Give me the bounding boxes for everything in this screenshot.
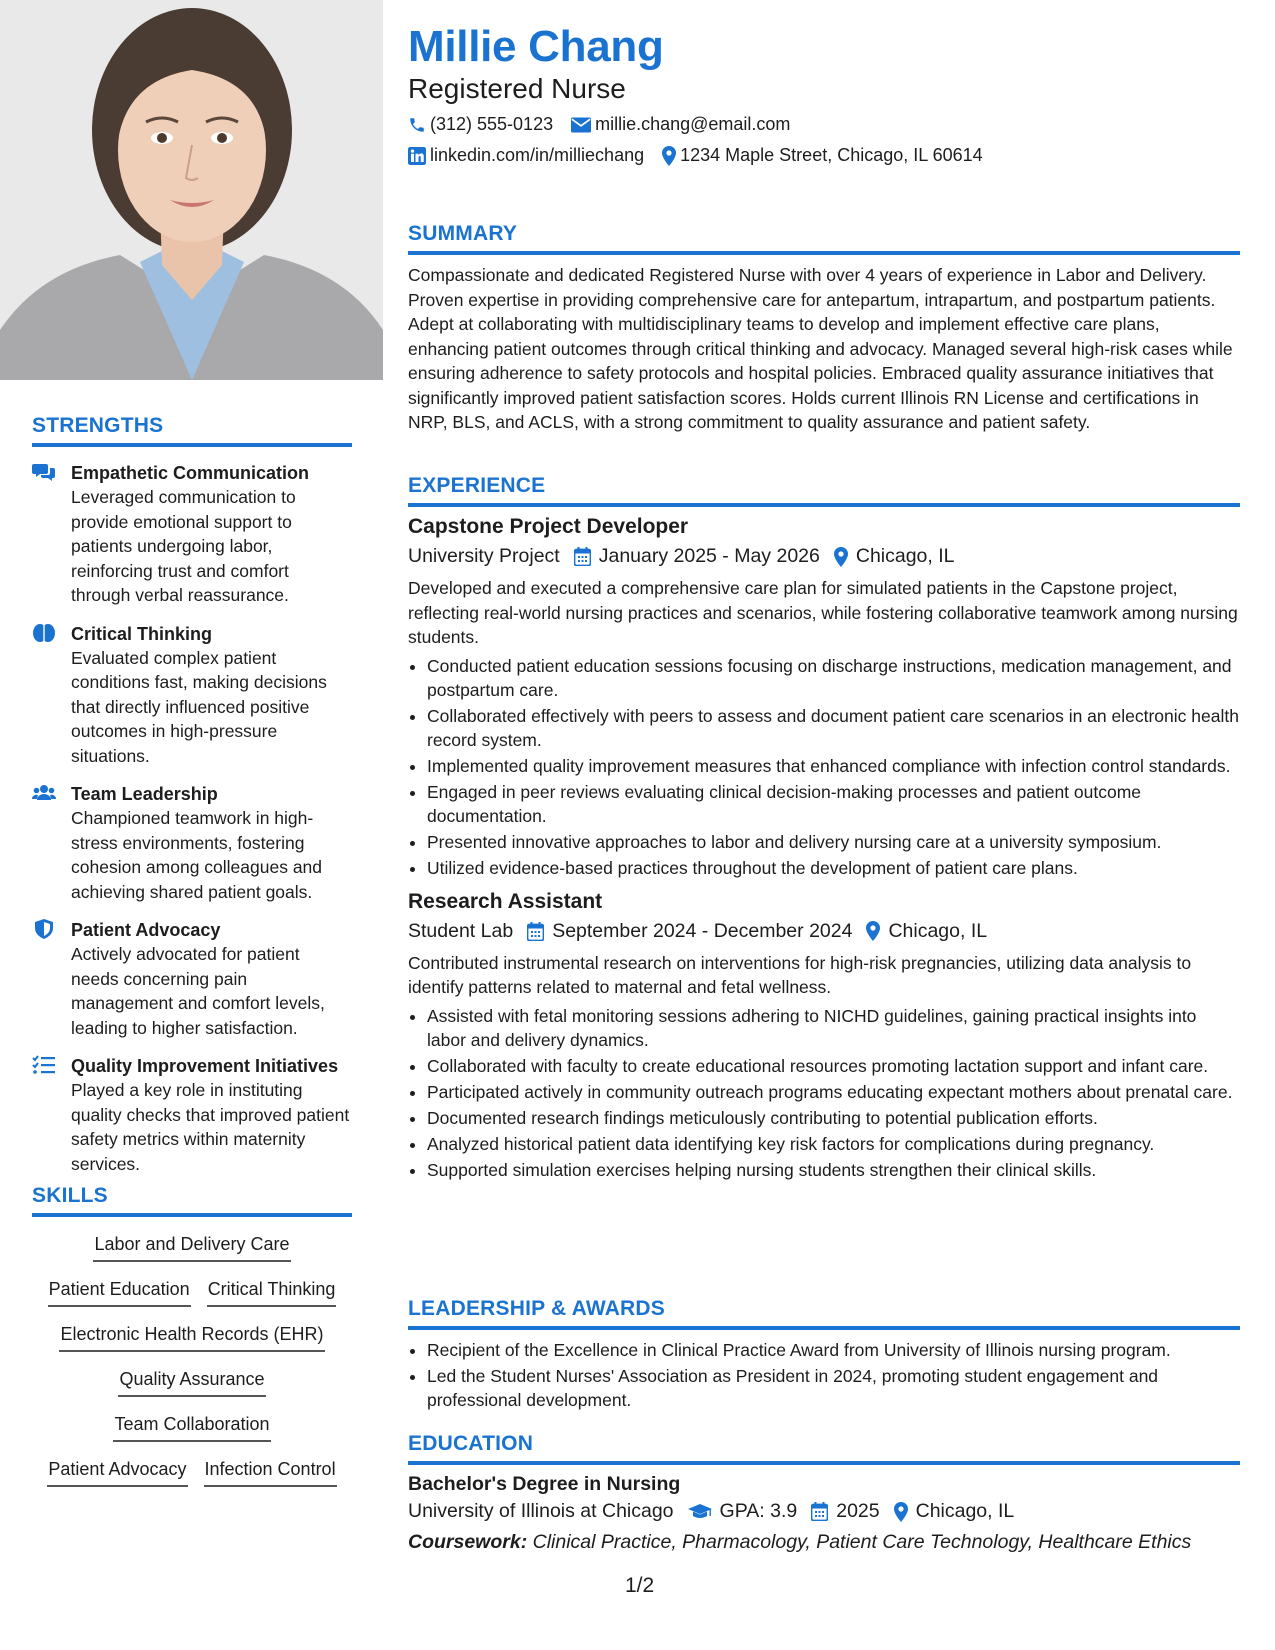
experience-section: [408, 474, 1240, 1184]
education-meta: [408, 1500, 1240, 1523]
candidate-name: Millie Chang: [408, 22, 664, 71]
skill-tag: Critical Thinking: [207, 1276, 337, 1307]
strength-text: Championed teamwork in high-stress environments, fostering cohesion among colleagues and achieving shared patient goals.: [71, 808, 323, 902]
phone-icon: [408, 116, 426, 134]
job-title: Research Assistant: [408, 889, 603, 913]
job-bullets: [408, 1004, 1240, 1182]
phone-text: (312) 555-0123: [430, 114, 554, 134]
job-location-text: Chicago, IL: [888, 919, 988, 942]
skill-tag: Infection Control: [204, 1456, 337, 1487]
skills-list: [32, 1231, 352, 1487]
job-entry: [408, 515, 1240, 880]
school-location: [894, 1500, 1015, 1523]
skill-tag: Patient Advocacy: [47, 1456, 187, 1487]
strengths-section: [32, 414, 352, 1176]
strength-item: [32, 1054, 352, 1176]
coursework-label: Coursework:: [408, 1531, 528, 1553]
email-text: millie.chang@email.com: [595, 114, 791, 134]
profile-photo: [0, 0, 383, 380]
gpa-text: GPA: 3.9: [719, 1500, 798, 1522]
skill-tag: Labor and Delivery Care: [93, 1231, 290, 1262]
list-item: • Conducted patient education sessions focusing on discharge instructions, medication management, and postpartum care.: [427, 654, 1240, 702]
school-location-text: Chicago, IL: [915, 1500, 1015, 1522]
job-dates: [527, 920, 852, 943]
contact-row-1: [408, 114, 808, 135]
email-contact[interactable]: [571, 114, 790, 135]
users-icon: [32, 783, 56, 803]
awards-heading: LEADERSHIP & AWARDS: [408, 1297, 1240, 1330]
list-item: • Documented research findings meticulously contributing to potential publication efforts.: [427, 1106, 1240, 1130]
job-meta: [408, 545, 1240, 568]
strength-text: Leveraged communication to provide emotional support to patients undergoing labor, reinforcing trust and comfort through verbal reassurance.: [71, 487, 296, 605]
job-title: Capstone Project Developer: [408, 515, 689, 538]
job-dates-text: September 2024 - December 2024: [552, 919, 853, 942]
skill-tag: Team Collaboration: [113, 1411, 270, 1442]
skills-section: [32, 1184, 352, 1487]
list-item: • Engaged in peer reviews evaluating clinical decision-making processes and patient outcome documentation.: [427, 780, 1240, 828]
experience-heading: EXPERIENCE: [408, 474, 1240, 507]
skill-tag: Electronic Health Records (EHR): [59, 1321, 324, 1352]
grad-year: [811, 1500, 879, 1523]
job-location: [866, 920, 987, 943]
degree-title: Bachelor's Degree in Nursing: [408, 1473, 681, 1495]
calendar-icon: [811, 1502, 828, 1521]
strength-text: Actively advocated for patient needs concerning pain management and comfort levels, leading to higher satisfaction.: [71, 944, 325, 1038]
summary-text: Compassionate and dedicated Registered Nurse with over 4 years of experience in Labor and Delivery. Proven expertise in providing comprehensive care for antepartum, intrapartum, and postpartum patients. Adept at collaborating with multidisciplinary teams to develop and implement effective care plans, enhancing patient outcomes through critical thinking and advocacy. Managed several high-risk cases while ensuring adherence to safety protocols and hospital policies. Embraced quality assurance initiatives that significantly improved patient satisfaction scores. Holds current Illinois RN License and certifications in NRP, BLS, and ACLS, with a strong commitment to quality assurance and patient safety.: [408, 265, 1233, 432]
strength-title: Patient Advocacy: [71, 920, 221, 940]
map-pin-icon: [834, 547, 848, 567]
list-item: • Collaborated effectively with peers to assess and document patient care scenarios in an electronic health record system.: [427, 704, 1240, 752]
calendar-icon: [574, 547, 591, 566]
strength-title: Quality Improvement Initiatives: [71, 1056, 339, 1076]
envelope-icon: [571, 117, 591, 133]
list-item: • Implemented quality improvement measures that enhanced compliance with infection control standards.: [427, 754, 1240, 778]
skill-tag: Patient Education: [48, 1276, 191, 1307]
map-pin-icon: [866, 921, 880, 941]
job-bullets: [408, 654, 1240, 880]
strength-item: [32, 622, 352, 769]
linkedin-icon: [408, 147, 426, 165]
list-item: • Supported simulation exercises helping nursing students strengthen their clinical skills.: [427, 1158, 1240, 1182]
summary-section: [408, 222, 1240, 435]
job-description: Contributed instrumental research on interventions for high-risk pregnancies, utilizing data analysis to identify patterns related to maternal and fetal wellness.: [408, 952, 1192, 997]
candidate-title: Registered Nurse: [408, 73, 626, 104]
map-pin-icon: [662, 146, 676, 166]
job-entry: [408, 890, 1240, 1182]
coursework: [408, 1531, 1240, 1554]
job-description: Developed and executed a comprehensive care plan for simulated patients in the Capstone project, reflecting real-world nursing practices and scenarios, while fostering collaborative teamwork among nursing students.: [408, 578, 1238, 647]
school-name: University of Illinois at Chicago: [408, 1500, 674, 1522]
strength-text: Evaluated complex patient conditions fast, making decisions that directly influenced positive outcomes in high-pressure situations.: [71, 647, 327, 766]
shield-icon: [32, 919, 56, 939]
calendar-icon: [527, 922, 544, 941]
strength-title: Empathetic Communication: [71, 463, 310, 483]
list-item: • Utilized evidence-based practices throughout the development of patient care plans.: [427, 856, 1240, 880]
strength-item: [32, 461, 352, 608]
job-meta: [408, 920, 1240, 943]
skill-tag: Quality Assurance: [118, 1366, 265, 1397]
graduation-cap-icon: [688, 1503, 712, 1521]
grad-year-text: 2025: [836, 1500, 880, 1522]
strength-item: [32, 918, 352, 1040]
strength-title: Critical Thinking: [71, 623, 213, 644]
job-org: University Project: [408, 545, 560, 567]
list-item: • Analyzed historical patient data identifying key risk factors for complications during pregnancy.: [427, 1132, 1240, 1156]
job-location: [834, 545, 955, 568]
linkedin-text: linkedin.com/in/milliechang: [430, 145, 645, 165]
awards-bullets: [408, 1338, 1240, 1412]
gpa: [688, 1500, 798, 1523]
linkedin-contact[interactable]: [408, 145, 644, 166]
strengths-heading: STRENGTHS: [32, 414, 352, 447]
skills-heading: SKILLS: [32, 1184, 352, 1217]
page-number: 1/2: [625, 1574, 655, 1597]
awards-section: [408, 1297, 1240, 1414]
education-section: [408, 1432, 1240, 1554]
list-item: • Led the Student Nurses' Association as President in 2024, promoting student engagement and professional development.: [427, 1364, 1240, 1412]
list-check-icon: [32, 1055, 56, 1075]
strength-item: [32, 782, 352, 904]
job-org: Student Lab: [408, 919, 514, 942]
summary-heading: SUMMARY: [408, 222, 1240, 255]
brain-icon: [32, 623, 56, 643]
coursework-text: Clinical Practice, Pharmacology, Patient Care Technology, Healthcare Ethics: [532, 1531, 1192, 1553]
address-contact: [662, 145, 983, 166]
list-item: • Recipient of the Excellence in Clinical Practice Award from University of Illinois nursing program.: [427, 1338, 1240, 1362]
education-heading: EDUCATION: [408, 1432, 1240, 1465]
list-item: • Participated actively in community outreach programs educating expectant mothers about prenatal care.: [427, 1080, 1240, 1104]
list-item: • Assisted with fetal monitoring sessions adhering to NICHD guidelines, gaining practical insights into labor and delivery dynamics.: [427, 1004, 1240, 1052]
contact-row-2: [408, 145, 1001, 166]
left-column: [0, 0, 383, 1650]
job-dates-text: January 2025 - May 2026: [598, 545, 820, 567]
comments-icon: [32, 462, 56, 482]
strength-title: Team Leadership: [71, 784, 218, 804]
strength-text: Played a key role in instituting quality checks that improved patient safety metrics within maternity services.: [71, 1080, 350, 1174]
job-location-text: Chicago, IL: [855, 545, 955, 567]
phone-contact: [408, 114, 553, 135]
address-text: 1234 Maple Street, Chicago, IL 60614: [680, 145, 983, 165]
list-item: • Collaborated with faculty to create educational resources promoting lactation support and infant care.: [427, 1054, 1240, 1078]
list-item: • Presented innovative approaches to labor and delivery nursing care at a university symposium.: [427, 830, 1240, 854]
map-pin-icon: [894, 1502, 908, 1522]
job-dates: [574, 545, 820, 568]
